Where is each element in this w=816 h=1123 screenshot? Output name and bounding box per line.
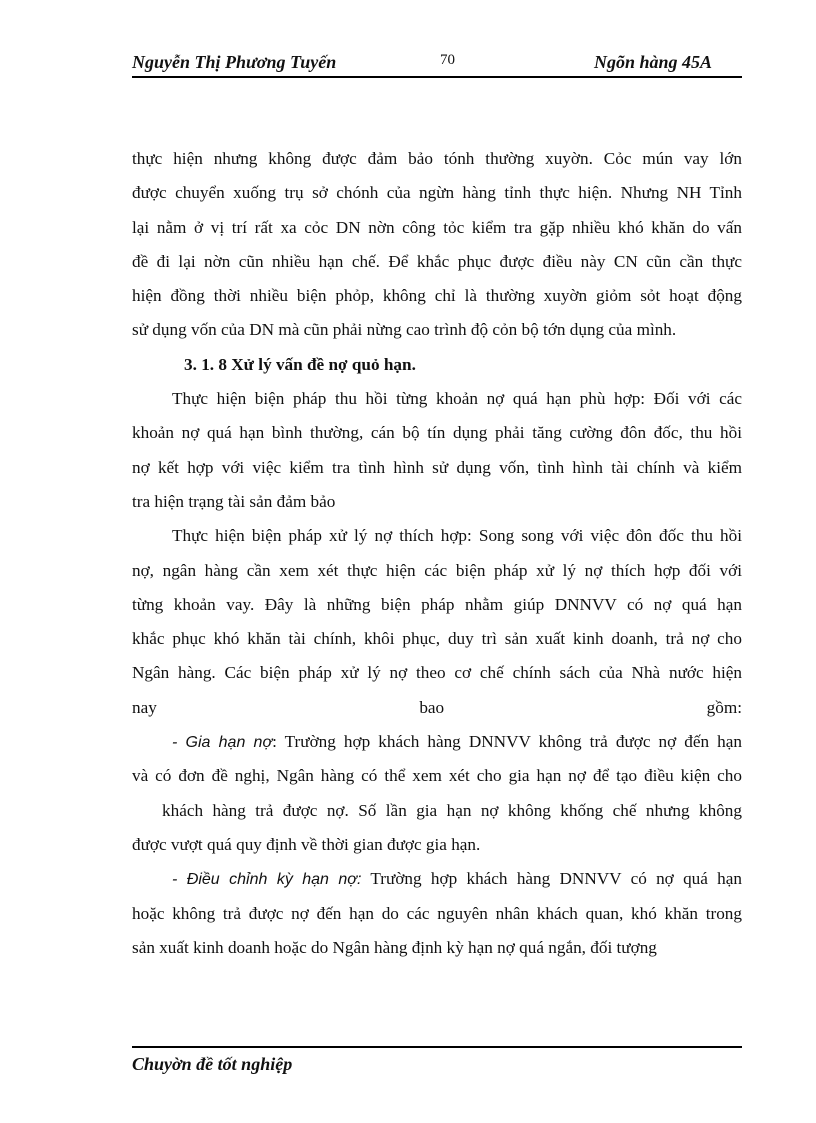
text-line: được vượt quá quy định về thời gian được gia hạn. xyxy=(132,834,481,854)
footer-rule xyxy=(132,1046,742,1048)
page-body xyxy=(132,142,742,965)
page-footer xyxy=(132,1046,742,1075)
bullet-text: Trường hợp khách hàng DNNVV có nợ quá hạn xyxy=(361,869,742,889)
text-line: hoặc không trả được nợ đến hạn do các nguyên nhân khách quan, khó khăn trong xyxy=(132,903,742,923)
text-line xyxy=(132,725,742,759)
text-line: sản xuất kinh doanh hoặc do Ngân hàng định kỳ hạn nợ quá ngắn, đối tượng xyxy=(132,937,657,957)
header-rule xyxy=(132,76,742,78)
text-line: khắc phục khó khăn tài chính, khôi phục, duy trì sản xuất kinh doanh, trả nợ cho xyxy=(132,629,742,649)
page-number: 70 xyxy=(440,52,455,68)
text-line: khoản nợ quá hạn bình thường, cán bộ tín dụng phải tăng cường đôn đốc, thu hồi xyxy=(132,423,742,443)
paragraph-3 xyxy=(132,519,742,725)
bullet-1 xyxy=(132,725,742,862)
section-heading: 3. 1. 8 Xử lý vấn đề nợ quỏ hạn. xyxy=(184,354,416,374)
text-line: nợ kết hợp với việc kiểm tra tình hình sử dụng vốn, tình hình tài chính và kiểm xyxy=(132,457,742,477)
header-author: Nguyễn Thị Phương Tuyến xyxy=(132,52,337,72)
bullet-text: : Trường hợp khách hàng DNNVV không trả được nợ đến hạn xyxy=(272,732,742,752)
spread-word: bao xyxy=(419,697,445,717)
spread-word: nay xyxy=(132,697,157,717)
paragraph-2 xyxy=(132,382,742,519)
text-line: lại nằm ở vị trí rất xa cỏc DN nờn công tỏc kiểm tra gặp nhiều khó khăn do vấn xyxy=(132,217,742,237)
spread-line xyxy=(132,691,742,725)
text-line: Ngân hàng. Các biện pháp xử lý nợ theo cơ chế chính sách của Nhà nước hiện xyxy=(132,663,742,683)
paragraph-1 xyxy=(132,142,742,348)
bullet-term: - Điều chỉnh kỳ hạn nợ: xyxy=(172,871,362,889)
text-line: sử dụng vốn của DN mà cũn phải nừng cao trình độ cỏn bộ tớn dụng của mình. xyxy=(132,320,677,340)
text-line: nợ, ngân hàng cần xem xét thực hiện các biện pháp xử lý nợ thích hợp đối với xyxy=(132,560,742,580)
text-line: được chuyển xuống trụ sở chónh của ngừn hàng tỉnh thực hiện. Nhưng NH Tỉnh xyxy=(132,183,742,203)
page-header xyxy=(132,52,742,76)
text-line xyxy=(132,862,742,896)
text-line: tra hiện trạng tài sản đảm bảo xyxy=(132,491,336,511)
bullet-2 xyxy=(132,862,742,965)
text-line: Thực hiện biện pháp xử lý nợ thích hợp: Song song với việc đôn đốc thu hồi xyxy=(172,526,742,546)
text-line: Thực hiện biện pháp thu hồi từng khoản nợ quá hạn phù hợp: Đối với các xyxy=(172,389,742,409)
text-line: khách hàng trả được nợ. Số lần gia hạn nợ không khống chế nhưng không xyxy=(162,800,742,820)
header-class: Ngõn hàng 45A xyxy=(593,52,712,72)
text-line: thực hiện nhưng không được đảm bảo tónh thường xuyờn. Cỏc mún vay lớn xyxy=(132,149,742,168)
text-line: và có đơn đề nghị, Ngân hàng có thể xem xét cho gia hạn nợ để tạo điều kiện cho xyxy=(132,766,742,786)
bullet-term: - Gia hạn nợ xyxy=(172,734,273,752)
spread-word: gồm: xyxy=(706,697,742,717)
text-line: đề đi lại nờn cũn nhiều hạn chế. Để khắc phục được điều này CN cũn cần thực xyxy=(132,251,742,271)
text-line: hiện đồng thời nhiều biện phỏp, không chỉ là thường xuyờn giỏm sỏt hoạt động xyxy=(132,286,742,306)
text-line: từng khoản vay. Đây là những biện pháp nhằm giúp DNNVV có nợ quá hạn xyxy=(132,594,742,614)
footer-text: Chuyờn đề tốt nghiệp xyxy=(132,1054,293,1074)
